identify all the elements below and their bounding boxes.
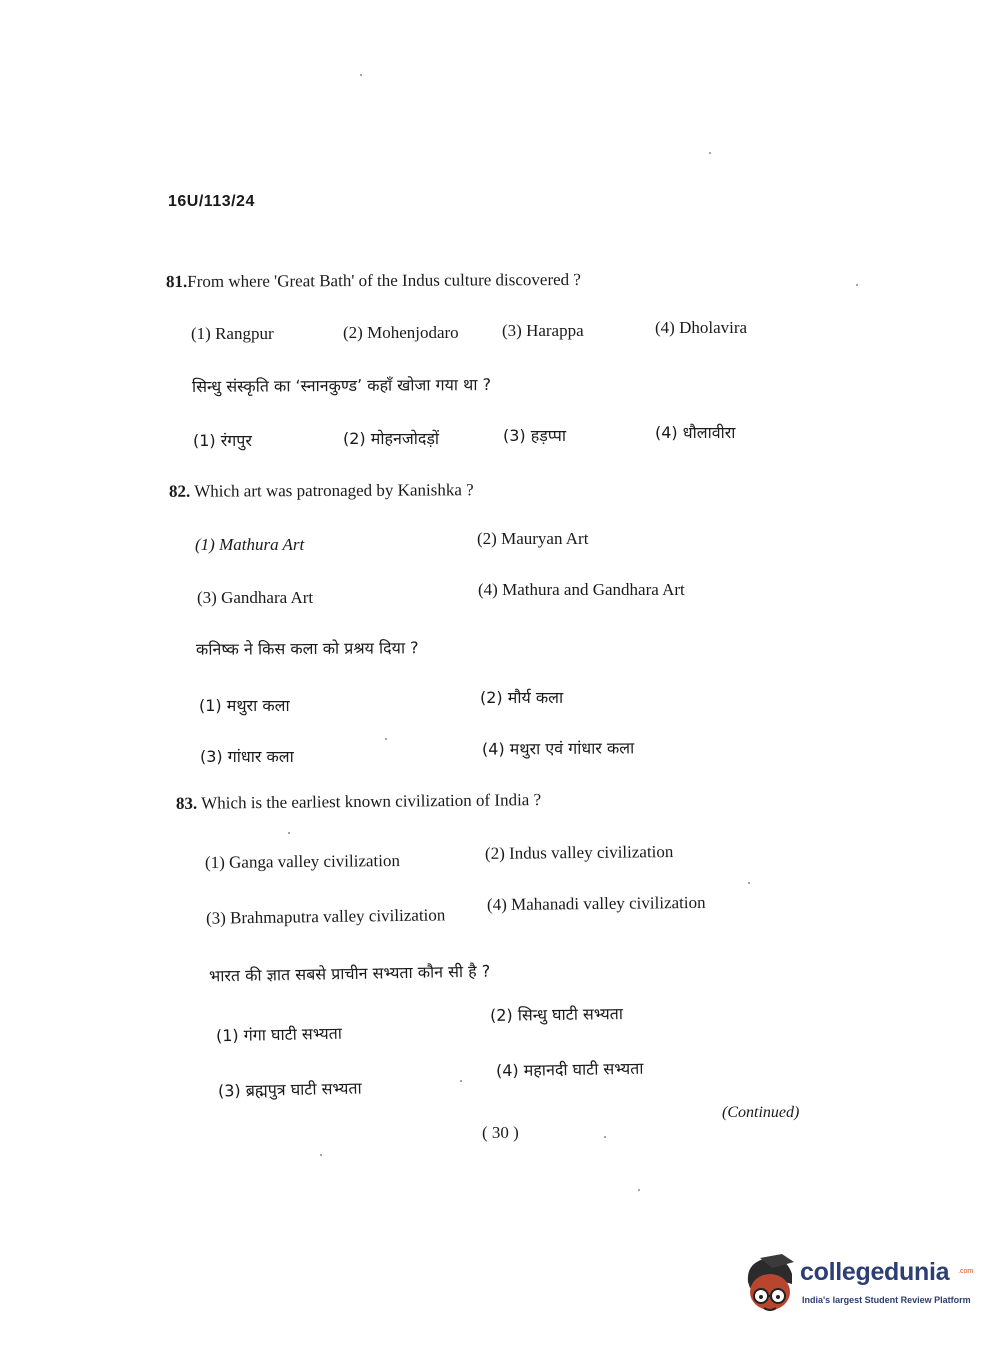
- option-81-3-hi: (3) हड़प्पा: [503, 426, 566, 445]
- continued-label: (Continued): [722, 1104, 800, 1121]
- option-83-3-en: (3) Brahmaputra valley civilization: [205, 905, 446, 928]
- scan-speck: [320, 1154, 322, 1156]
- option-83-3-hi: (3) ब्रह्मपुत्र घाटी सभ्यता: [217, 1078, 362, 1101]
- brand-name: collegedunia: [800, 1258, 950, 1286]
- question-83-hindi: भारत की ज्ञात सबसे प्राचीन सभ्यता कौन सी है ?: [208, 961, 491, 986]
- option-83-4-hi: (4) महानदी घाटी सभ्यता: [495, 1058, 644, 1081]
- option-81-3-en: (3) Harappa: [502, 321, 584, 340]
- option-82-1-en: (1) Mathura Art: [195, 535, 305, 554]
- brand-suffix: .com: [958, 1268, 974, 1275]
- scan-speck: [385, 738, 387, 740]
- scan-speck: [360, 74, 362, 76]
- option-81-2-en: (2) Mohenjodaro: [343, 323, 459, 342]
- option-82-3-en: (3) Gandhara Art: [197, 588, 314, 607]
- scan-speck: [604, 1136, 606, 1138]
- option-83-4-en: (4) Mahanadi valley civilization: [486, 892, 706, 915]
- option-83-1-hi: (1) गंगा घाटी सभ्यता: [215, 1023, 343, 1046]
- page-number: ( 30 ): [482, 1123, 519, 1142]
- question-82: [169, 480, 474, 502]
- option-82-2-hi: (2) मौर्य कला: [480, 688, 564, 707]
- scan-speck: [709, 152, 711, 154]
- question-number: 81.: [165, 271, 188, 292]
- option-82-1-hi: (1) मथुरा कला: [199, 696, 290, 715]
- option-81-2-hi: (2) मोहनजोदड़ों: [343, 429, 440, 448]
- brand-tagline: India's largest Student Review Platform: [802, 1295, 971, 1305]
- question-number: 83.: [175, 793, 198, 813]
- option-83-2-en: (2) Indus valley civilization: [484, 842, 674, 863]
- paper-code: 16U/113/24: [168, 193, 255, 210]
- option-81-4-en: (4) Dholavira: [655, 318, 748, 337]
- question-text: From where 'Great Bath' of the Indus culture discovered ?: [187, 269, 581, 291]
- question-number: 82.: [168, 481, 191, 501]
- scan-speck: [856, 284, 858, 286]
- question-82-hindi: कनिष्क ने किस कला को प्रश्रय दिया ?: [195, 638, 419, 659]
- scan-speck: [638, 1189, 640, 1191]
- option-81-4-hi: (4) धौलावीरा: [655, 423, 736, 442]
- scan-speck: [748, 882, 750, 884]
- question-text: Which is the earliest known civilization of India ?: [201, 790, 542, 813]
- option-82-2-en: (2) Mauryan Art: [477, 529, 589, 548]
- option-83-2-hi: (2) सिन्धु घाटी सभ्यता: [489, 1004, 624, 1025]
- question-81-hindi: सिन्धु संस्कृति का ‘स्नानकुण्ड’ कहाँ खोजा गया था ?: [191, 374, 492, 397]
- option-81-1-hi: (1) रंगपुर: [193, 431, 252, 450]
- mascot-icon: [742, 1252, 800, 1314]
- scan-speck: [460, 1080, 462, 1082]
- question-83: [176, 790, 541, 814]
- option-81-1-en: (1) Rangpur: [191, 324, 274, 343]
- question-81: [166, 270, 581, 292]
- question-text: Which art was patronaged by Kanishka ?: [194, 480, 474, 501]
- option-83-1-en: (1) Ganga valley civilization: [204, 850, 401, 873]
- option-82-3-hi: (3) गांधार कला: [200, 747, 294, 766]
- option-82-4-hi: (4) मथुरा एवं गांधार कला: [481, 738, 635, 759]
- option-82-4-en: (4) Mathura and Gandhara Art: [478, 580, 685, 599]
- collegedunia-watermark: [742, 1252, 972, 1316]
- scan-speck: [288, 832, 290, 834]
